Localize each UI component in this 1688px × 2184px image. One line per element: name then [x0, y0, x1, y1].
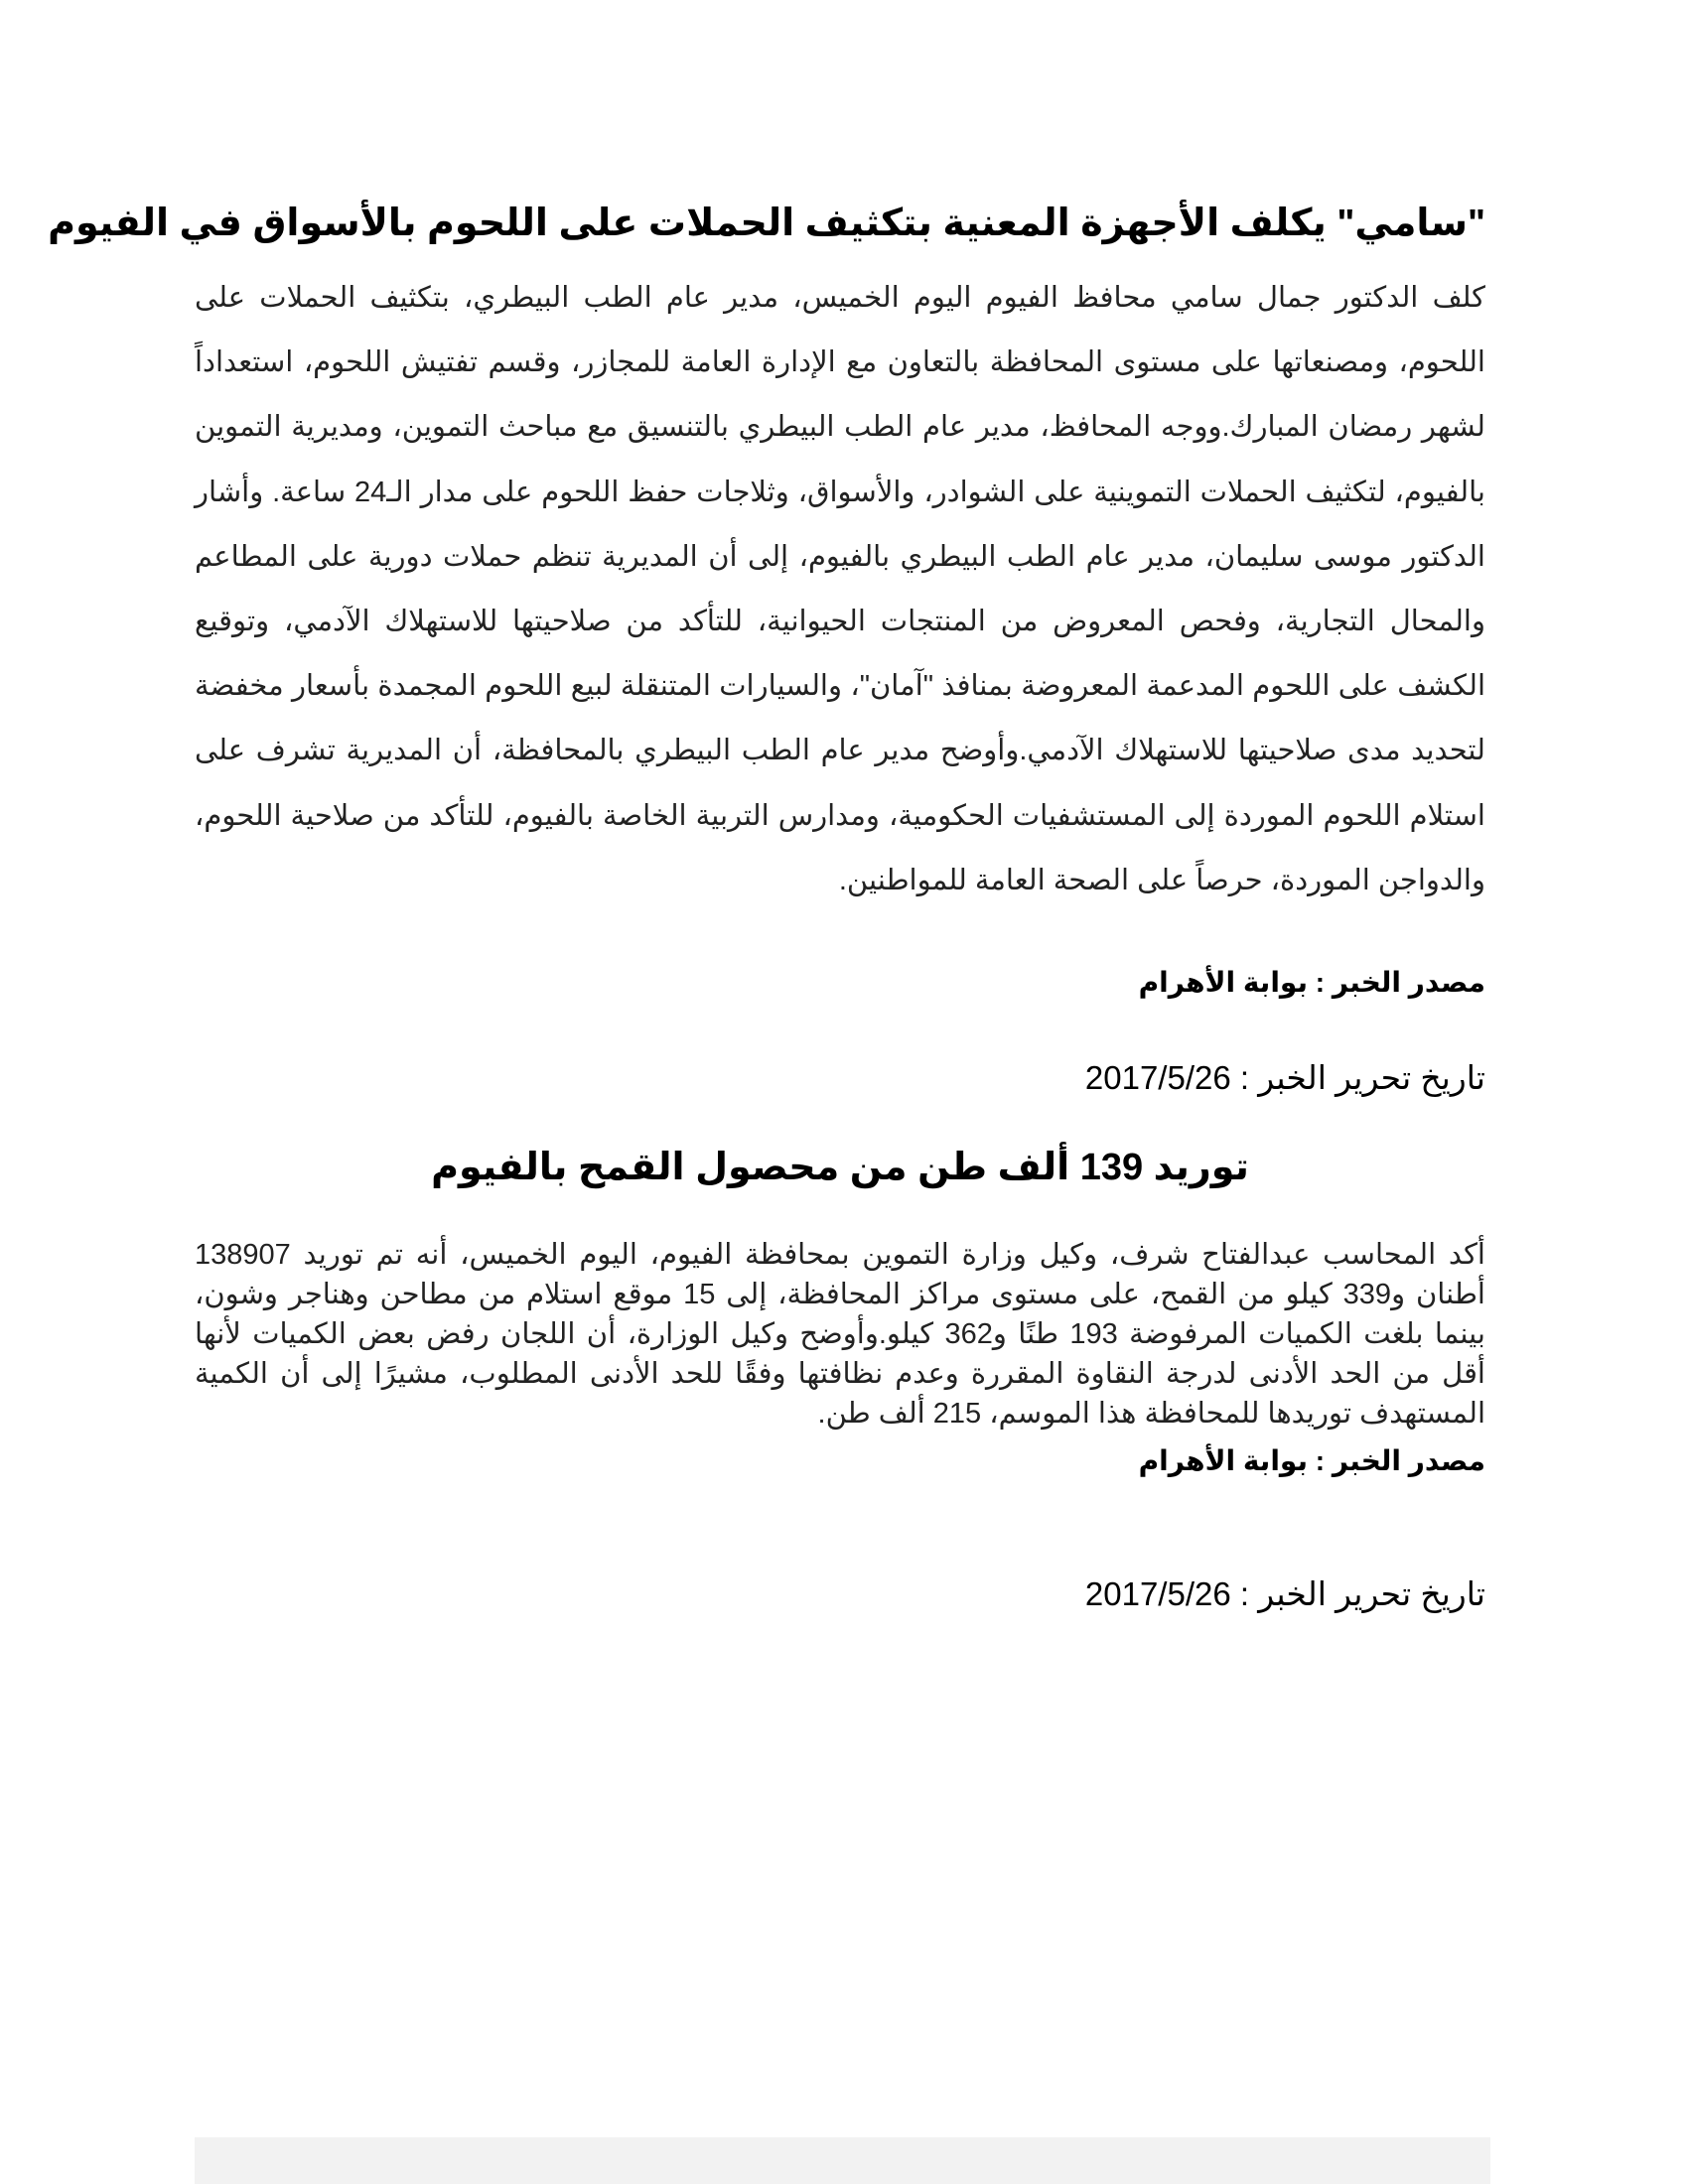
article-2-body: أكد المحاسب عبدالفتاح شرف، وكيل وزارة التموين بمحافظة الفيوم، اليوم الخميس، أنه تم توريد 138907 أطنان و339 كيلو من القمح، على مستوى مراكز المحافظة، إلى 15 موقع استلام من مطاحن وهناجر وشون، بينما بلغت الكميات المرفوضة 193 طنًا و362 كيلو.وأوضح وكيل الوزارة، أن اللجان رفض بعض الكميات لأنها أقل من الحد الأدنى لدرجة النقاوة المقررة وعدم نظافتها وفقًا للحد الأدنى المطلوب، مشيرًا إلى أن الكمية المستهدف توريدها للمحافظة هذا الموسم، 215 ألف طن.	[195, 1239, 1485, 1430]
empty-content-box	[195, 2137, 1490, 2184]
article-2-title: توريد 139 ألف طن من محصول القمح بالفيوم	[431, 1147, 1249, 1188]
article-2-date: تاريخ تحرير الخبر : 2017/5/26	[1084, 1575, 1485, 1612]
article-1-date: تاريخ تحرير الخبر : 2017/5/26	[1084, 1059, 1485, 1096]
article-1-body: كلف الدكتور جمال سامي محافظ الفيوم اليوم الخميس، مدير عام الطب البيطري، بتكثيف الحملات على اللحوم، ومصنعاتها على مستوى المحافظة بالتعاون مع الإدارة العامة للمجازر، وقسم تفتيش اللحوم، استعداداً لشهر رمضان المبارك.ووجه المحافظ، مدير عام الطب البيطري بالتنسيق مع مباحث التموين، ومديرية التموين بالفيوم، لتكثيف الحملات التموينية على الشوادر، والأسواق، وثلاجات حفظ اللحوم على مدار الـ24 ساعة. وأشار الدكتور موسى سليمان، مدير عام الطب البيطري بالفيوم، إلى أن المديرية تنظم حملات دورية على المطاعم والمحال التجارية، وفحص المعروض من المنتجات الحيوانية، للتأكد من صلاحيتها للاستهلاك الآدمي، وتوقيع الكشف على اللحوم المدعمة المعروضة بمنافذ "آمان"، والسيارات المتنقلة لبيع اللحوم المجمدة بأسعار مخفضة لتحديد مدى صلاحيتها للاستهلاك الآدمي.وأوضح مدير عام الطب البيطري بالمحافظة، أن المديرية تشرف على استلام اللحوم الموردة إلى المستشفيات الحكومية، ومدارس التربية الخاصة بالفيوم، للتأكد من صلاحية اللحوم، والدواجن الموردة، حرصاً على الصحة العامة للمواطنين.	[195, 282, 1486, 896]
article-2-source: مصدر الخبر : بوابة الأهرام	[1138, 1445, 1485, 1476]
article-1-source: مصدر الخبر : بوابة الأهرام	[1138, 967, 1485, 998]
article-1-title: "سامي" يكلف الأجهزة المعنية بتكثيف الحملات على اللحوم بالأسواق في الفيوم	[48, 203, 1485, 244]
